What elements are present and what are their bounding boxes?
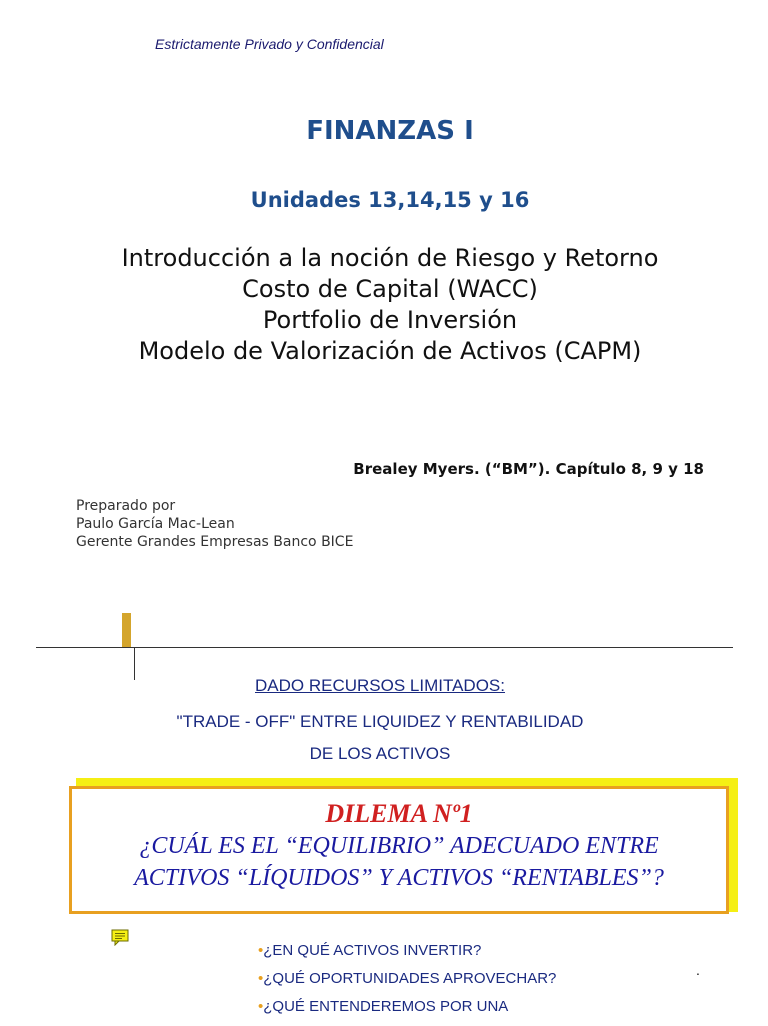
topics-list bbox=[0, 243, 768, 367]
dilema-title: DILEMA Nº1 bbox=[325, 799, 473, 828]
tradeoff-line-1: "TRADE - OFF" ENTRE LIQUIDEZ Y RENTABILIDAD bbox=[176, 712, 584, 731]
topic-item: Introducción a la noción de Riesgo y Retorno bbox=[121, 244, 659, 272]
list-item bbox=[258, 970, 678, 987]
bullet-marker: • bbox=[258, 970, 264, 987]
topic-item: Portfolio de Inversión bbox=[262, 306, 518, 334]
confidential-label: Estrictamente Privado y Confidencial bbox=[155, 36, 384, 52]
page-title: FINANZAS I bbox=[306, 116, 474, 146]
bullet-marker: • bbox=[258, 998, 264, 1015]
bullet-list bbox=[258, 942, 678, 1026]
author-prepared-by: Preparado por bbox=[76, 498, 176, 514]
list-item bbox=[258, 998, 678, 1015]
bullet-text: ¿QUÉ OPORTUNIDADES APROVECHAR? bbox=[263, 970, 557, 987]
section-heading: DADO RECURSOS LIMITADOS: bbox=[255, 676, 505, 695]
note-icon[interactable] bbox=[111, 929, 129, 946]
accent-bar bbox=[122, 613, 131, 647]
author-name: Paulo García Mac-Lean bbox=[76, 516, 235, 532]
dilema-question-line-1: ¿CUÁL ES EL “EQUILIBRIO” ADECUADO ENTRE bbox=[139, 833, 659, 859]
bullet-text: ¿EN QUÉ ACTIVOS INVERTIR? bbox=[263, 942, 482, 959]
bullet-marker: • bbox=[258, 942, 264, 959]
bullet-text: ¿QUÉ ENTENDEREMOS POR UNA bbox=[263, 998, 509, 1015]
author-block bbox=[76, 497, 353, 551]
topic-item: Modelo de Valorización de Activos (CAPM) bbox=[138, 337, 642, 365]
book-reference: Brealey Myers. (“BM”). Capítulo 8, 9 y 18 bbox=[353, 460, 704, 478]
dilema-question-line-2: ACTIVOS “LÍQUIDOS” Y ACTIVOS “RENTABLES”? bbox=[134, 865, 664, 891]
list-item bbox=[258, 942, 678, 959]
stray-mark: . bbox=[696, 962, 700, 978]
topic-item: Costo de Capital (WACC) bbox=[242, 275, 538, 303]
tradeoff-text bbox=[0, 706, 760, 770]
author-title: Gerente Grandes Empresas Banco BICE bbox=[76, 534, 354, 550]
tradeoff-line-2: DE LOS ACTIVOS bbox=[309, 744, 451, 763]
horizontal-divider bbox=[36, 647, 733, 648]
dilema-box bbox=[69, 786, 729, 914]
page-subtitle: Unidades 13,14,15 y 16 bbox=[250, 188, 530, 212]
